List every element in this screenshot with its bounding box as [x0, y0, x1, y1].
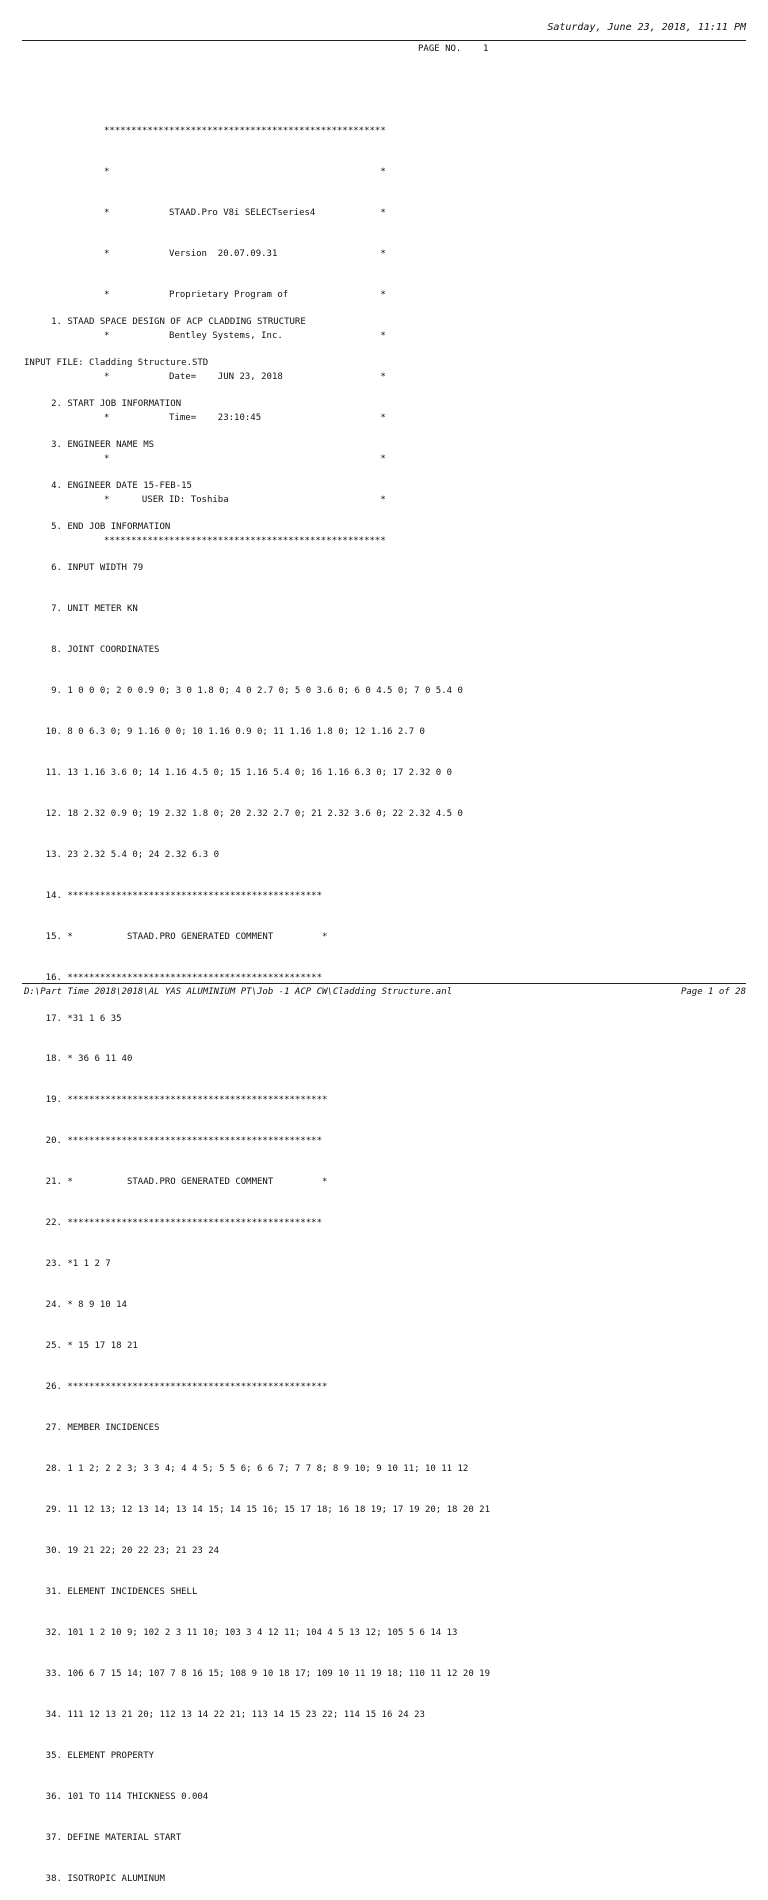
listing-line: 13. 23 2.32 5.4 0; 24 2.32 6.3 0 [24, 849, 220, 860]
listing-line: 10. 8 0 6.3 0; 9 1.16 0 0; 10 1.16 0.9 0; 11 1.16 1.8 0; 12 1.16 2.7 0 [24, 726, 425, 737]
footer-file-path: D:\Part Time 2018\2018\AL YAS ALUMINIUM PT\Job -1 ACP CW\Cladding Structure.anl [24, 987, 453, 997]
banner-line: * USER ID: Toshiba * [104, 494, 386, 505]
listing-line: 32. 101 1 2 10 9; 102 2 3 11 10; 103 3 4 12 11; 104 4 5 13 12; 105 5 6 14 13 [24, 1627, 458, 1638]
input-listing [24, 289, 490, 1900]
listing-line: INPUT FILE: Cladding Structure.STD [24, 358, 209, 369]
banner-line: **************************************************** [104, 535, 386, 546]
listing-line: 29. 11 12 13; 12 13 14; 13 14 15; 14 15 16; 15 17 18; 16 18 19; 17 19 20; 18 20 21 [24, 1504, 490, 1515]
listing-line: 31. ELEMENT INCIDENCES SHELL [24, 1586, 198, 1597]
listing-line: 15. * STAAD.PRO GENERATED COMMENT * [24, 931, 328, 942]
banner-line: **************************************************** [104, 126, 386, 137]
listing-line: 12. 18 2.32 0.9 0; 19 2.32 1.8 0; 20 2.32 2.7 0; 21 2.32 3.6 0; 22 2.32 4.5 0 [24, 808, 463, 819]
listing-line: 25. * 15 17 18 21 [24, 1341, 138, 1352]
header-datetime: Saturday, June 23, 2018, 11:11 PM [547, 22, 746, 33]
listing-line: 36. 101 TO 114 THICKNESS 0.004 [24, 1791, 209, 1802]
listing-line: 34. 111 12 13 21 20; 112 13 14 22 21; 113 14 15 23 22; 114 15 16 24 23 [24, 1709, 425, 1720]
footer-page-count: Page 1 of 28 [680, 987, 746, 997]
banner-line: * * [104, 167, 386, 178]
banner-line: * Date= JUN 23, 2018 * [104, 372, 386, 383]
header-divider [22, 40, 746, 41]
listing-line: 30. 19 21 22; 20 22 23; 21 23 24 [24, 1545, 220, 1556]
listing-line: 21. * STAAD.PRO GENERATED COMMENT * [24, 1177, 328, 1188]
listing-line: 33. 106 6 7 15 14; 107 7 8 16 15; 108 9 10 18 17; 109 10 11 19 18; 110 11 12 20 19 [24, 1668, 490, 1679]
listing-line: 26. ************************************************ [24, 1382, 328, 1393]
listing-line: 5. END JOB INFORMATION [24, 522, 171, 533]
listing-line: 2. START JOB INFORMATION [24, 399, 182, 410]
listing-line: 6. INPUT WIDTH 79 [24, 563, 144, 574]
listing-line: 35. ELEMENT PROPERTY [24, 1750, 155, 1761]
page-number: PAGE NO. 1 [418, 44, 489, 54]
listing-line: 4. ENGINEER DATE 15-FEB-15 [24, 481, 192, 492]
listing-line: 20. *********************************************** [24, 1136, 323, 1147]
banner-line: * Proprietary Program of * [104, 290, 386, 301]
listing-line: 9. 1 0 0 0; 2 0 0.9 0; 3 0 1.8 0; 4 0 2.7 0; 5 0 3.6 0; 6 0 4.5 0; 7 0 5.4 0 [24, 685, 463, 696]
listing-line: 22. *********************************************** [24, 1218, 323, 1229]
banner-line: * Time= 23:10:45 * [104, 412, 386, 423]
listing-line: 7. UNIT METER KN [24, 603, 138, 614]
listing-line: 38. ISOTROPIC ALUMINUM [24, 1873, 165, 1884]
banner-line: * * [104, 453, 386, 464]
listing-line: 28. 1 1 2; 2 2 3; 3 3 4; 4 4 5; 5 5 6; 6 6 7; 7 7 8; 8 9 10; 9 10 11; 10 11 12 [24, 1464, 469, 1474]
banner-line: * Version 20.07.09.31 * [104, 249, 386, 260]
listing-line: 18. * 36 6 11 40 [24, 1054, 133, 1065]
footer-divider [22, 983, 746, 984]
listing-line: 8. JOINT COORDINATES [24, 644, 160, 655]
listing-line: 19. ************************************************ [24, 1095, 328, 1106]
banner-line: * Bentley Systems, Inc. * [104, 331, 386, 342]
listing-line: 24. * 8 9 10 14 [24, 1300, 127, 1311]
listing-line: 37. DEFINE MATERIAL START [24, 1832, 182, 1843]
listing-line: 23. *1 1 2 7 [24, 1259, 111, 1270]
listing-line: 27. MEMBER INCIDENCES [24, 1423, 160, 1434]
listing-line: 1. STAAD SPACE DESIGN OF ACP CLADDING STRUCTURE [24, 317, 306, 328]
listing-line: 17. *31 1 6 35 [24, 1013, 122, 1024]
listing-line: 3. ENGINEER NAME MS [24, 440, 155, 451]
listing-line: 14. *********************************************** [24, 890, 323, 901]
listing-line: 16. *********************************************** [24, 972, 323, 983]
listing-line: 11. 13 1.16 3.6 0; 14 1.16 4.5 0; 15 1.16 5.4 0; 16 1.16 6.3 0; 17 2.32 0 0 [24, 767, 453, 778]
banner-line: * STAAD.Pro V8i SELECTseries4 * [104, 208, 386, 219]
